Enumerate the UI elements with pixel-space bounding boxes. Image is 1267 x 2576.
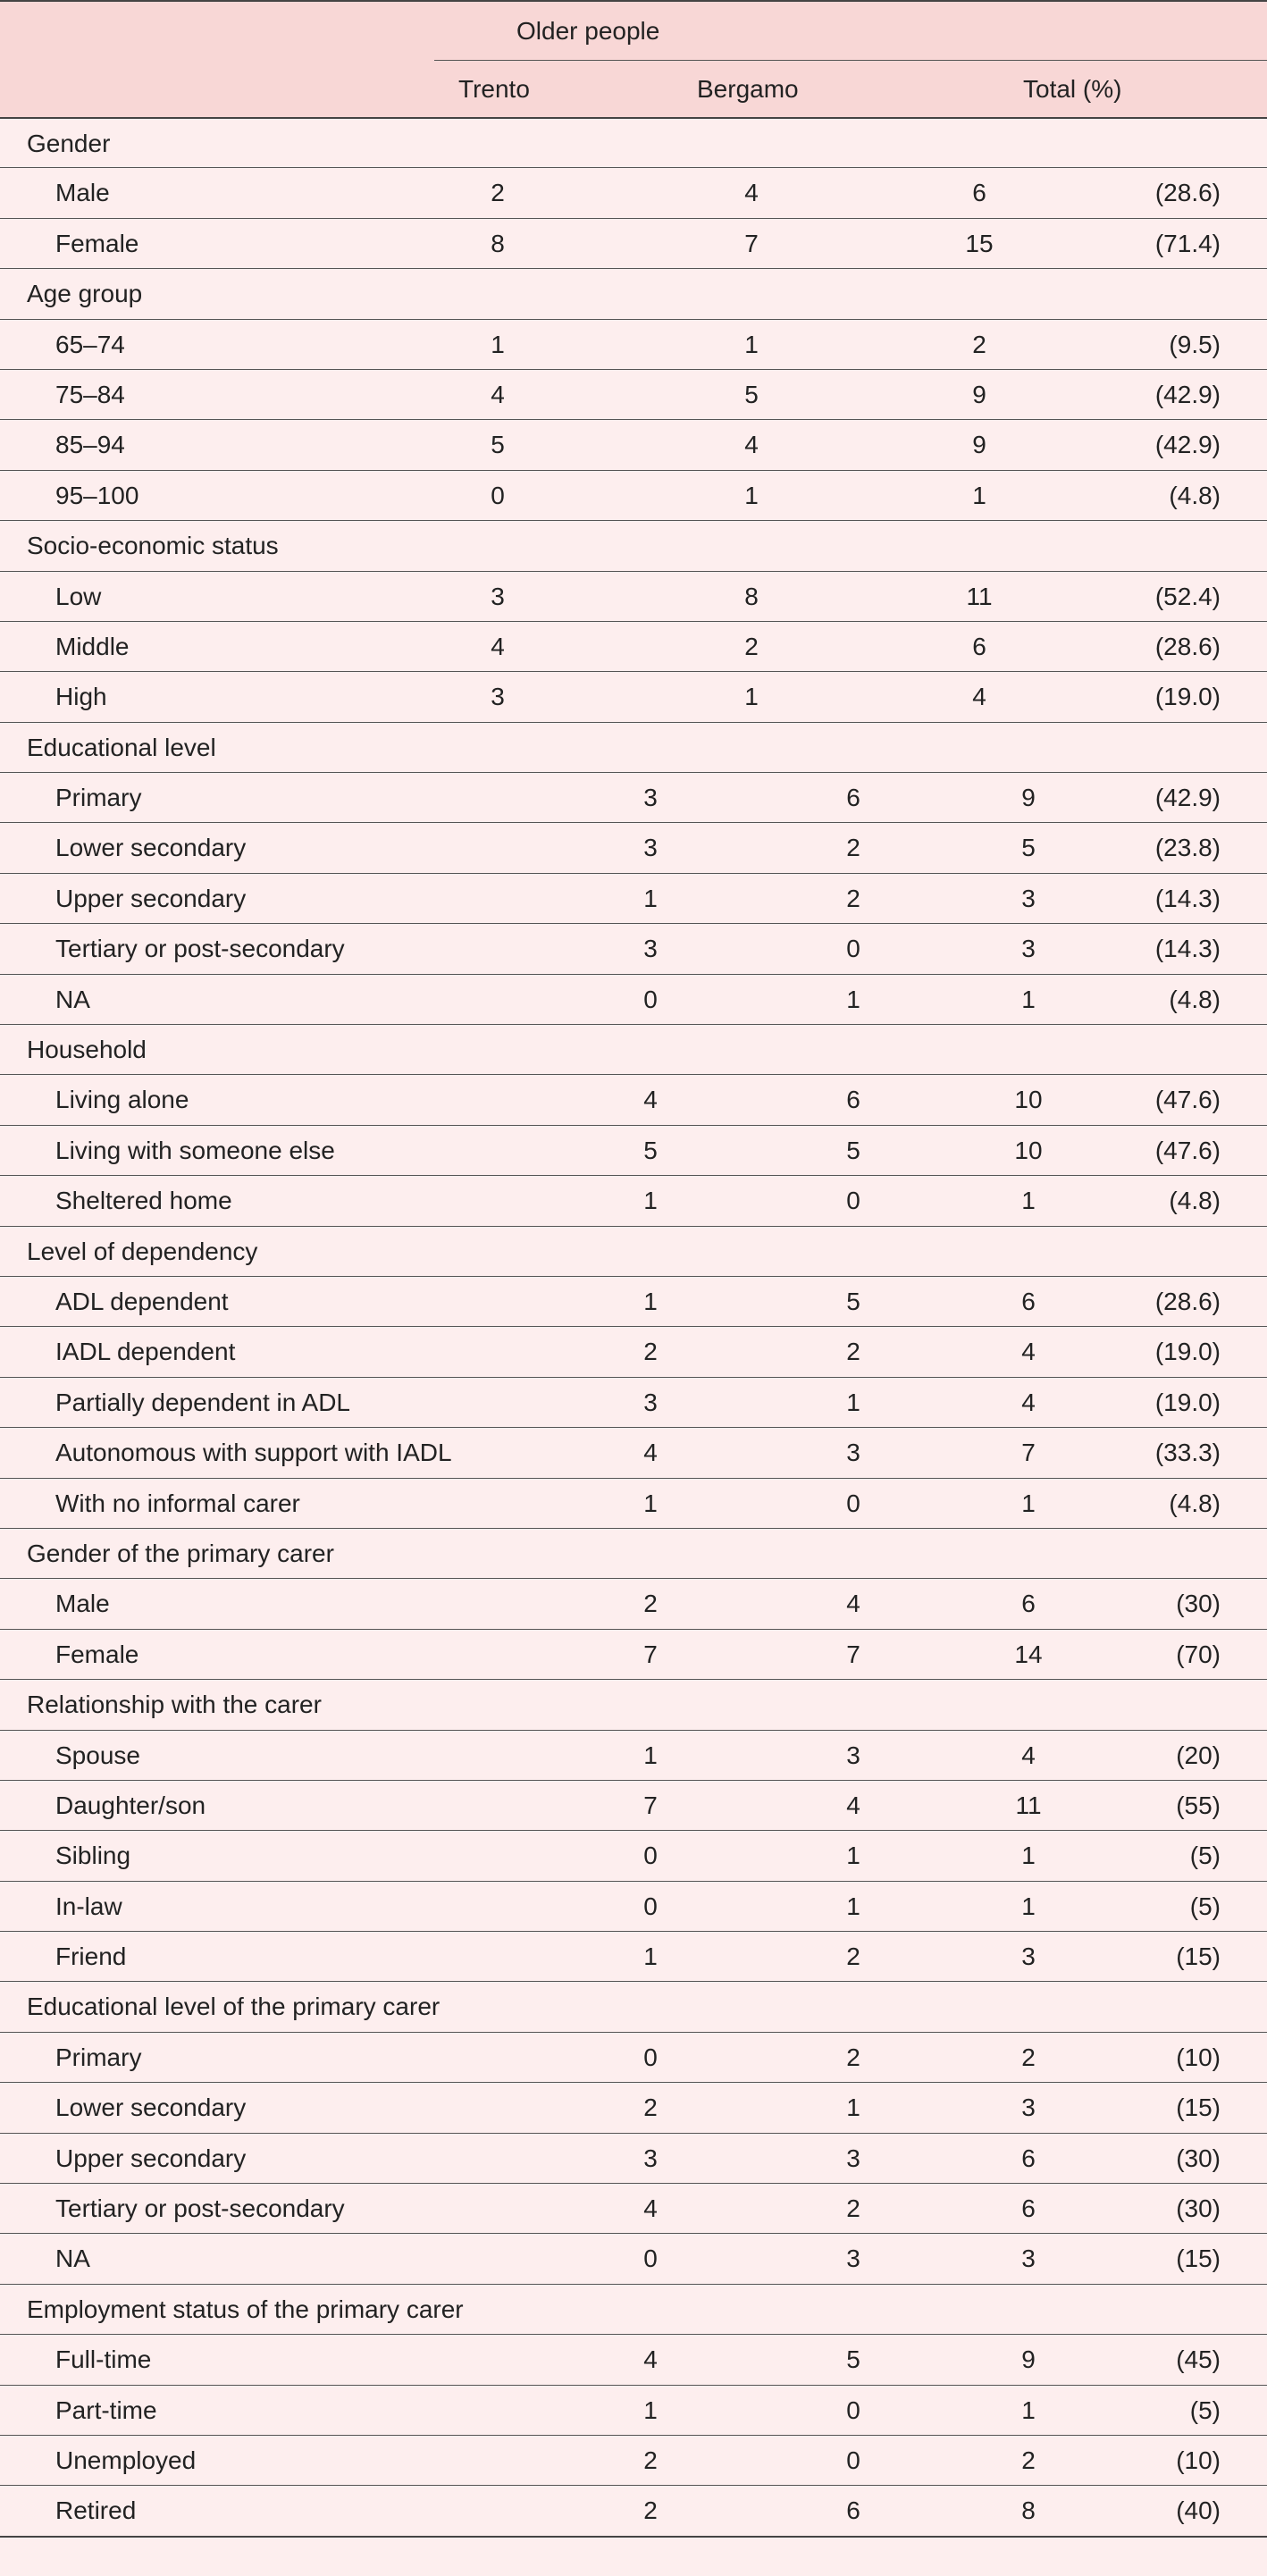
- cell-bergamo: 2: [846, 834, 860, 862]
- cell-trento: 7: [643, 1640, 658, 1668]
- cell-percent: (19.0): [1154, 1338, 1221, 1366]
- category-row: [0, 722, 1267, 772]
- table-row: [0, 671, 1267, 721]
- cell-trento: 1: [643, 1741, 658, 1769]
- category-label: Employment status of the primary carer: [27, 2295, 464, 2323]
- row-label: Friend: [55, 1942, 127, 1971]
- cell-total: 10: [1014, 1086, 1043, 1114]
- cell-percent: (10): [1176, 2043, 1221, 2071]
- cell-total: 14: [1014, 1640, 1043, 1668]
- cell-trento: 1: [643, 884, 658, 912]
- table-row: [0, 1931, 1267, 1981]
- row-label: NA: [55, 2245, 90, 2273]
- cell-trento: 4: [643, 2194, 658, 2223]
- cell-total: 3: [1021, 2245, 1036, 2273]
- row-label: IADL dependent: [55, 1338, 236, 1366]
- cell-total: 4: [1021, 1388, 1036, 1416]
- cell-percent: (47.6): [1154, 1086, 1221, 1114]
- table-row: [0, 2334, 1267, 2384]
- table-row: [0, 419, 1267, 469]
- cell-trento: 3: [491, 582, 505, 610]
- cell-percent: (42.9): [1154, 784, 1221, 812]
- cell-percent: (19.0): [1154, 1388, 1221, 1416]
- cell-total: 3: [1021, 935, 1036, 963]
- cell-total: 5: [1021, 834, 1036, 862]
- cell-percent: (28.6): [1154, 1287, 1221, 1315]
- row-label: Low: [55, 582, 102, 610]
- cell-bergamo: 2: [846, 2194, 860, 2223]
- cell-trento: 0: [643, 2245, 658, 2273]
- cell-trento: 2: [643, 2094, 658, 2122]
- cell-bergamo: 5: [846, 1136, 860, 1164]
- category-row: [0, 268, 1267, 318]
- row-label: Retired: [55, 2496, 137, 2525]
- row-label: Primary: [55, 784, 142, 812]
- cell-percent: (5): [1189, 1892, 1221, 1920]
- cell-trento: 1: [643, 1287, 658, 1315]
- row-label: Female: [55, 1640, 139, 1668]
- cell-total: 11: [966, 582, 993, 610]
- cell-trento: 1: [643, 1187, 658, 1215]
- cell-bergamo: 3: [846, 1741, 860, 1769]
- cell-trento: 5: [491, 431, 505, 459]
- row-label: ADL dependent: [55, 1287, 229, 1315]
- row-label: Living alone: [55, 1086, 189, 1114]
- table-row: [0, 974, 1267, 1024]
- row-label: With no informal carer: [55, 1489, 300, 1517]
- table-row: [0, 2385, 1267, 2435]
- cell-percent: (5): [1189, 2396, 1221, 2424]
- cell-bergamo: 6: [846, 784, 860, 812]
- table-row: [0, 822, 1267, 872]
- cell-total: 2: [1021, 2043, 1036, 2071]
- cell-trento: 2: [643, 1590, 658, 1618]
- cell-bergamo: 1: [846, 2094, 860, 2122]
- row-label: Male: [55, 1590, 110, 1618]
- cell-trento: 0: [643, 2043, 658, 2071]
- cell-total: 1: [1021, 1489, 1036, 1517]
- cell-total: 9: [1021, 2345, 1036, 2374]
- cell-total: 3: [1021, 884, 1036, 912]
- cell-percent: (20): [1176, 1741, 1221, 1769]
- cell-percent: (10): [1176, 2446, 1221, 2474]
- row-label: Tertiary or post-secondary: [55, 2194, 345, 2223]
- cell-bergamo: 1: [846, 1388, 860, 1416]
- row-label: Upper secondary: [55, 2144, 247, 2172]
- table-row: [0, 873, 1267, 923]
- cell-percent: (4.8): [1169, 985, 1221, 1013]
- row-label: 65–74: [55, 330, 125, 358]
- row-label: Full-time: [55, 2345, 152, 2374]
- cell-total: 11: [1015, 1791, 1042, 1819]
- category-row: [0, 1024, 1267, 1074]
- category-row: [0, 2284, 1267, 2334]
- cell-bergamo: 0: [846, 1489, 860, 1517]
- cell-percent: (23.8): [1154, 834, 1221, 862]
- row-label: Partially dependent in ADL: [55, 1388, 350, 1416]
- cell-total: 2: [1021, 2446, 1036, 2474]
- cell-bergamo: 2: [744, 632, 759, 660]
- cell-trento: 3: [643, 834, 658, 862]
- cell-total: 6: [1021, 2194, 1036, 2223]
- cell-trento: 7: [643, 1791, 658, 1819]
- cell-bergamo: 0: [846, 2396, 860, 2424]
- table-row: [0, 1276, 1267, 1326]
- cell-bergamo: 3: [846, 1439, 860, 1467]
- cell-trento: 2: [643, 1338, 658, 1366]
- category-row: [0, 1679, 1267, 1729]
- category-label: Gender of the primary carer: [27, 1539, 334, 1567]
- category-label: Socio-economic status: [27, 532, 279, 560]
- cell-bergamo: 1: [846, 1892, 860, 1920]
- cell-total: 4: [1021, 1741, 1036, 1769]
- table-row: [0, 2082, 1267, 2132]
- cell-total: 6: [972, 632, 986, 660]
- row-label: Daughter/son: [55, 1791, 206, 1819]
- cell-percent: (9.5): [1169, 330, 1221, 358]
- cell-trento: 1: [643, 1942, 658, 1971]
- row-label: NA: [55, 985, 90, 1013]
- table-row: [0, 2032, 1267, 2082]
- table-row: [0, 1629, 1267, 1679]
- cell-bergamo: 3: [846, 2245, 860, 2273]
- cell-total: 1: [1021, 2396, 1036, 2424]
- cell-bergamo: 2: [846, 884, 860, 912]
- cell-percent: (40): [1176, 2496, 1221, 2525]
- cell-percent: (15): [1176, 2245, 1221, 2273]
- table-row: [0, 1830, 1267, 1880]
- cell-trento: 3: [643, 1388, 658, 1416]
- cell-bergamo: 2: [846, 1942, 860, 1971]
- cell-trento: 2: [643, 2446, 658, 2474]
- header-column-row: [0, 61, 1267, 117]
- cell-bergamo: 4: [744, 179, 759, 207]
- cell-trento: 4: [643, 1086, 658, 1114]
- cell-trento: 2: [643, 2496, 658, 2525]
- table-row: [0, 2233, 1267, 2283]
- header-bergamo: Bergamo: [697, 75, 799, 103]
- cell-trento: 1: [643, 1489, 658, 1517]
- cell-total: 9: [972, 431, 986, 459]
- cell-total: 2: [972, 330, 986, 358]
- row-label: Tertiary or post-secondary: [55, 935, 345, 963]
- cell-bergamo: 6: [846, 2496, 860, 2525]
- cell-trento: 4: [491, 632, 505, 660]
- cell-bergamo: 6: [846, 1086, 860, 1114]
- category-label: Household: [27, 1036, 147, 1064]
- row-label: Sheltered home: [55, 1187, 232, 1215]
- cell-percent: (28.6): [1154, 179, 1221, 207]
- cell-trento: 0: [491, 481, 505, 509]
- table-row: [0, 2435, 1267, 2485]
- row-label: Unemployed: [55, 2446, 197, 2474]
- cell-percent: (28.6): [1154, 632, 1221, 660]
- cell-total: 4: [972, 683, 986, 711]
- row-label: Spouse: [55, 1741, 140, 1769]
- cell-bergamo: 3: [846, 2144, 860, 2172]
- table-row: [0, 2183, 1267, 2233]
- cell-bergamo: 5: [744, 380, 759, 408]
- row-label: Male: [55, 179, 110, 207]
- cell-total: 6: [1021, 2144, 1036, 2172]
- cell-total: 3: [1021, 2094, 1036, 2122]
- cell-bergamo: 0: [846, 935, 860, 963]
- table-row: [0, 1175, 1267, 1225]
- category-label: Age group: [27, 280, 143, 308]
- header-group-label: Older people: [516, 16, 660, 45]
- cell-total: 4: [1021, 1338, 1036, 1366]
- table-row: [0, 218, 1267, 268]
- category-row: [0, 1981, 1267, 2031]
- cell-percent: (52.4): [1154, 582, 1221, 610]
- table-row: [0, 2133, 1267, 2183]
- category-label: Educational level of the primary carer: [27, 1993, 441, 2021]
- table-header: [0, 2, 1267, 117]
- cell-trento: 3: [643, 784, 658, 812]
- cell-percent: (30): [1176, 2194, 1221, 2223]
- cell-percent: (4.8): [1169, 1187, 1221, 1215]
- table-row: [0, 2485, 1267, 2535]
- row-label: High: [55, 683, 107, 711]
- cell-percent: (45): [1176, 2345, 1221, 2374]
- table-row: [0, 1730, 1267, 1780]
- cell-bergamo: 7: [846, 1640, 860, 1668]
- category-label: Level of dependency: [27, 1237, 258, 1265]
- category-label: Gender: [27, 130, 111, 157]
- row-label: Autonomous with support with IADL: [55, 1439, 452, 1467]
- cell-bergamo: 7: [744, 229, 759, 257]
- cell-percent: (4.8): [1169, 481, 1221, 509]
- category-row: [0, 1226, 1267, 1276]
- cell-trento: 4: [643, 1439, 658, 1467]
- cell-bergamo: 4: [846, 1590, 860, 1618]
- cell-bergamo: 0: [846, 1187, 860, 1215]
- row-label: Primary: [55, 2043, 142, 2071]
- cell-trento: 0: [643, 985, 658, 1013]
- cell-trento: 0: [643, 1892, 658, 1920]
- cell-trento: 4: [491, 380, 505, 408]
- cell-total: 7: [1021, 1439, 1036, 1467]
- cell-total: 15: [965, 229, 994, 257]
- cell-bergamo: 1: [846, 985, 860, 1013]
- row-label: Living with someone else: [55, 1136, 335, 1164]
- cell-trento: 3: [643, 2144, 658, 2172]
- cell-percent: (70): [1176, 1640, 1221, 1668]
- cell-trento: 2: [491, 179, 505, 207]
- cell-bergamo: 1: [744, 683, 759, 711]
- row-label: Middle: [55, 632, 130, 660]
- cell-bergamo: 0: [846, 2446, 860, 2474]
- table-row: [0, 923, 1267, 973]
- row-label: Lower secondary: [55, 834, 247, 862]
- cell-bergamo: 5: [846, 1287, 860, 1315]
- cell-trento: 5: [643, 1136, 658, 1164]
- cell-trento: 0: [643, 1842, 658, 1870]
- cell-percent: (5): [1189, 1842, 1221, 1870]
- cell-percent: (33.3): [1154, 1439, 1221, 1467]
- row-label: Upper secondary: [55, 884, 247, 912]
- row-label: Lower secondary: [55, 2094, 247, 2122]
- cell-bergamo: 5: [846, 2345, 860, 2374]
- cell-total: 1: [1021, 985, 1036, 1013]
- cell-bergamo: 1: [744, 330, 759, 358]
- cell-bergamo: 1: [744, 481, 759, 509]
- cell-percent: (71.4): [1154, 229, 1221, 257]
- cell-trento: 1: [491, 330, 505, 358]
- cell-trento: 3: [643, 935, 658, 963]
- cell-bergamo: 2: [846, 1338, 860, 1366]
- table-row: [0, 772, 1267, 822]
- table-row: [0, 319, 1267, 369]
- table-row: [0, 369, 1267, 419]
- table-row: [0, 1326, 1267, 1376]
- row-label: In-law: [55, 1892, 122, 1920]
- cell-percent: (30): [1176, 2144, 1221, 2172]
- header-group-row: [434, 2, 1267, 61]
- table-row: [0, 1125, 1267, 1175]
- cell-total: 9: [1021, 784, 1036, 812]
- cell-total: 8: [1021, 2496, 1036, 2525]
- cell-percent: (4.8): [1169, 1489, 1221, 1517]
- category-row: [0, 1528, 1267, 1578]
- row-label: Female: [55, 229, 139, 257]
- table-body: [0, 117, 1267, 2536]
- row-label: 75–84: [55, 380, 125, 408]
- table-row: [0, 1427, 1267, 1477]
- category-row: [0, 520, 1267, 570]
- cell-total: 6: [972, 179, 986, 207]
- table-row: [0, 167, 1267, 217]
- cell-total: 6: [1021, 1287, 1036, 1315]
- cell-trento: 8: [491, 229, 505, 257]
- cell-total: 1: [1021, 1892, 1036, 1920]
- header-total: Total (%): [1023, 75, 1122, 103]
- cell-bergamo: 8: [744, 582, 759, 610]
- cell-trento: 3: [491, 683, 505, 711]
- table-row: [0, 1881, 1267, 1931]
- header-trento: Trento: [458, 75, 530, 103]
- table-row: [0, 1578, 1267, 1628]
- cell-percent: (47.6): [1154, 1136, 1221, 1164]
- cell-total: 3: [1021, 1942, 1036, 1971]
- cell-percent: (19.0): [1154, 683, 1221, 711]
- cell-total: 6: [1021, 1590, 1036, 1618]
- cell-trento: 4: [643, 2345, 658, 2374]
- cell-total: 9: [972, 380, 986, 408]
- table-row: [0, 1478, 1267, 1528]
- cell-total: 10: [1014, 1136, 1043, 1164]
- cell-total: 1: [1021, 1842, 1036, 1870]
- cell-bergamo: 4: [744, 431, 759, 459]
- table-row: [0, 470, 1267, 520]
- cell-trento: 1: [643, 2396, 658, 2424]
- category-label: Educational level: [27, 733, 216, 761]
- cell-percent: (30): [1176, 1590, 1221, 1618]
- cell-bergamo: 2: [846, 2043, 860, 2071]
- row-label: Part-time: [55, 2396, 157, 2424]
- cell-total: 1: [1021, 1187, 1036, 1215]
- table-row: [0, 571, 1267, 621]
- table-row: [0, 1780, 1267, 1830]
- category-label: Relationship with the carer: [27, 1691, 322, 1719]
- table-row: [0, 621, 1267, 671]
- table-row: [0, 1074, 1267, 1124]
- cell-total: 1: [972, 481, 986, 509]
- cell-bergamo: 4: [846, 1791, 860, 1819]
- cell-percent: (14.3): [1154, 884, 1221, 912]
- row-label: 85–94: [55, 431, 125, 459]
- cell-percent: (55): [1176, 1791, 1221, 1819]
- cell-percent: (15): [1176, 1942, 1221, 1971]
- cell-percent: (15): [1176, 2094, 1221, 2122]
- category-row: [0, 117, 1267, 167]
- cell-percent: (14.3): [1154, 935, 1221, 963]
- table-row: [0, 1377, 1267, 1427]
- cell-bergamo: 1: [846, 1842, 860, 1870]
- row-label: 95–100: [55, 481, 139, 509]
- cell-percent: (42.9): [1154, 380, 1221, 408]
- row-label: Sibling: [55, 1842, 131, 1870]
- cell-percent: (42.9): [1154, 431, 1221, 459]
